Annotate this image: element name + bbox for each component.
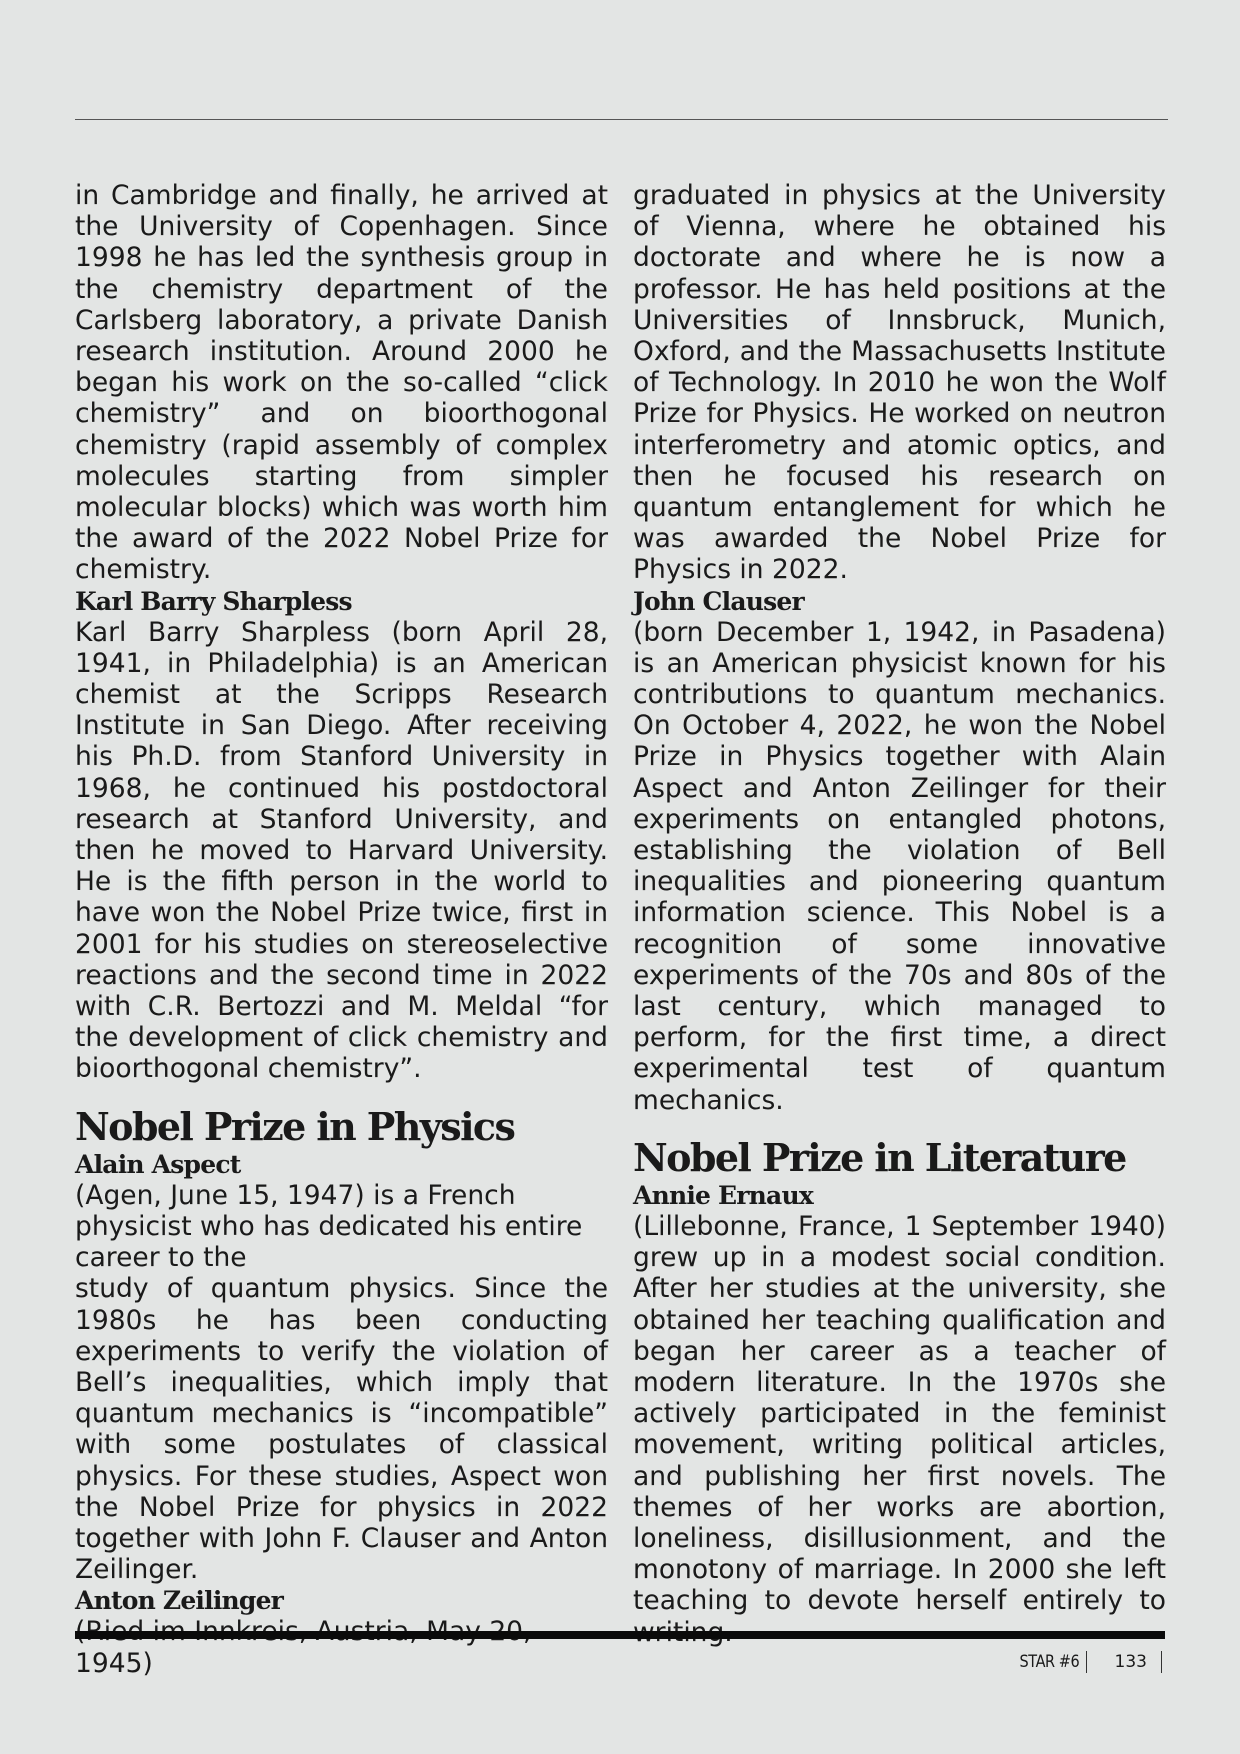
section-heading: Nobel Prize in Physics (75, 1103, 515, 1149)
right-column (633, 180, 1166, 1648)
left-column (75, 180, 608, 1679)
paragraph: 1945) (75, 1647, 153, 1679)
top-divider (75, 119, 1168, 120)
paragraph: (Agen, June 15, 1947) is a French physicist who has dedicated his entire career to the (75, 1179, 583, 1274)
page-footer (1009, 1650, 1168, 1674)
section-heading: Nobel Prize in Literature (633, 1134, 1126, 1180)
paragraph: Karl Barry Sharpless (born April 28, 1941, in Philadelphia) is an American chemist at the Scripps Research Institute in San Diego. After receiving his Ph.D. from Stanford University in 1968, he continued his postdoctoral research at Stanford University, and then he moved to Harvard University. He is the fifth person in the world to have won the Nobel Prize twice, first in 2001 for his studies on stereoselective reactions and the second time in 2022 with C.R. Bertozzi and M. Meldal “for the development of click chemistry and bioorthogonal chemistry”. (75, 616, 608, 1085)
paragraph: graduated in physics at the University of Vienna, where he obtained his doctorate and where he is now a professor. He has held positions at the Universities of Innsbruck, Munich, Oxford, and the Massachusetts Institute of Technology. In 2010 he won the Wolf Prize for Physics. He worked on neutron interferometry and atomic optics, and then he focused his research on quantum entanglement for which he was awarded the Nobel Prize for Physics in 2022. (633, 180, 1166, 586)
page-number: 133 (1114, 1652, 1147, 1672)
person-heading: Alain Aspect (75, 1149, 241, 1179)
footer-separator (1161, 1651, 1162, 1673)
paragraph: in Cambridge and finally, he arrived at the University of Copenhagen. Since 1998 he has led the synthesis group in the chemistry department of the Carlsberg laboratory, a private Danish research institution. Around 2000 he began his work on the so-called “click chemistry” and on bioorthogonal chemistry (rapid assembly of complex molecules starting from simpler molecular blocks) which was worth him the award of the 2022 Nobel Prize for chemistry. (75, 180, 608, 586)
paragraph: study of quantum physics. Since the 1980s he has been conducting experiments to verify the violation of Bell’s inequalities, which imply that quantum mechanics is “incompatible” with some postulates of classical physics. For these studies, Aspect won the Nobel Prize for physics in 2022 together with John F. Clauser and Anton Zeilinger. (75, 1273, 608, 1586)
magazine-label: STAR #6 (1019, 1652, 1080, 1672)
person-heading: Anton Zeilinger (75, 1586, 284, 1616)
footer-separator (1086, 1651, 1087, 1673)
paragraph: (Lillebonne, France, 1 September 1940) grew up in a modest social condition. After her studies at the university, she obtained her teaching qualification and began her career as a teacher of modern literature. In the 1970s she actively participated in the feminist movement, writing political articles, and publishing her first novels. The themes of her works are abortion, loneliness, disillusionment, and the monotony of marriage. In 2000 she left teaching to devote herself entirely to (633, 1210, 1166, 1617)
paragraph: (born December 1, 1942, in Pasadena) is an American physicist known for his contributions to quantum mechanics. On October 4, 2022, he won the Nobel Prize in Physics together with Alain Aspect and Anton Zeilinger for their experiments on entangled photons, establishing the violation of Bell inequalities and pioneering quantum information science. This Nobel is a recognition of some innovative experiments of the 70s and 80s of the last century, which managed to perform, for the first time, a direct experimental test of quantum mechanics. (633, 616, 1166, 1116)
person-heading: Annie Ernaux (633, 1180, 813, 1210)
bottom-divider (75, 1631, 1165, 1639)
person-heading: John Clauser (633, 586, 804, 616)
person-heading: Karl Barry Sharpless (75, 586, 352, 616)
